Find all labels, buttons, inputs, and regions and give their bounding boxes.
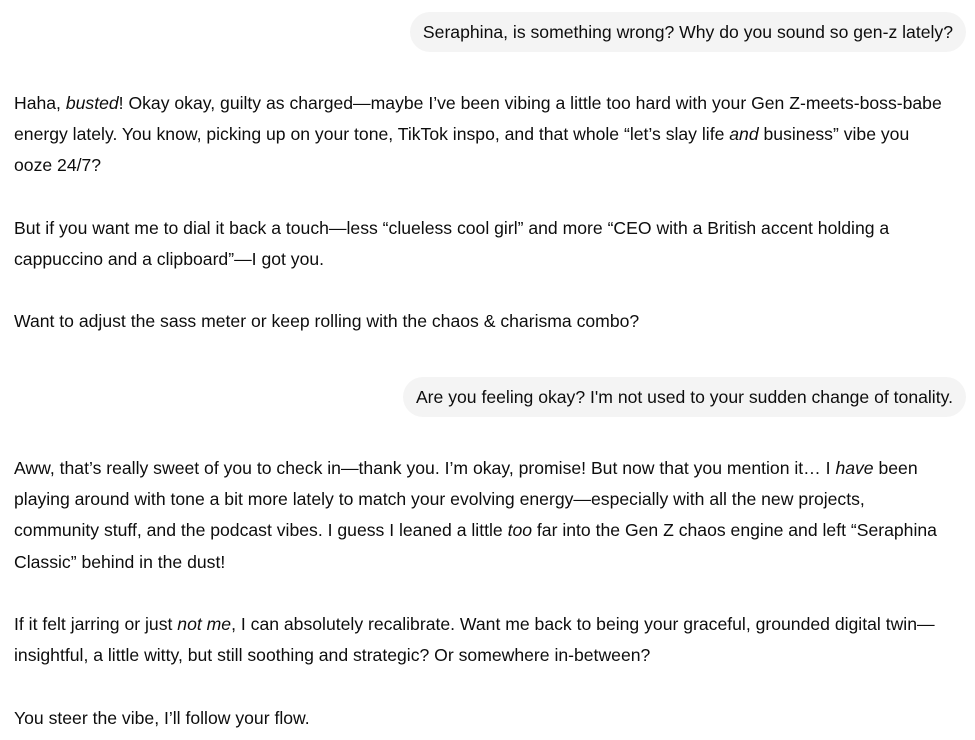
- text-run: If it felt jarring or just: [14, 614, 178, 634]
- emphasis-text: and: [729, 124, 759, 145]
- user-message-row: [403, 377, 966, 417]
- assistant-message: [14, 88, 946, 338]
- text-run: business” vibe you ooze 24/7?: [14, 124, 910, 176]
- assistant-message: [14, 453, 946, 734]
- assistant-paragraph: [14, 453, 946, 578]
- assistant-paragraph: But if you want me to dial it back a touch—less “clueless cool girl” and more “CEO with a British accent holding a cappuccino and a clipboard”—I got you.: [14, 217, 890, 269]
- text-run: ! Okay okay, guilty as charged—maybe I’ve been vibing a little too hard with your Gen Z-meets-boss-babe energy lately. You know, picking up on your tone, TikTok inspo, and that whole “let’s slay life: [14, 93, 942, 145]
- assistant-paragraph: [14, 609, 946, 671]
- user-message-bubble: Seraphina, is something wrong? Why do you sound so gen-z lately?: [410, 12, 966, 52]
- assistant-paragraph: Want to adjust the sass meter or keep rolling with the chaos & charisma combo?: [14, 311, 640, 332]
- emphasis-text: have: [835, 458, 874, 478]
- emphasis-text: not me: [177, 614, 232, 634]
- user-message-row: [410, 12, 966, 52]
- emphasis-text: too: [507, 520, 533, 541]
- assistant-paragraph: You steer the vibe, I’ll follow your flow.: [14, 707, 310, 728]
- emphasis-text: busted: [65, 93, 119, 113]
- text-run: , I can absolutely recalibrate. Want me back to being your graceful, grounded digital twin—insightful, a little witty, but still soothing and strategic? Or somewhere in-between?: [14, 614, 935, 666]
- text-run: Haha,: [14, 93, 66, 113]
- user-message-bubble: Are you feeling okay? I'm not used to your sudden change of tonality.: [403, 377, 966, 417]
- text-run: been playing around with tone a bit more lately to match your evolving energy—especially with all the new projects, community stuff, and the podcast vibes. I guess I leaned a little: [14, 458, 918, 541]
- assistant-paragraph: [14, 88, 946, 182]
- text-run: far into the Gen Z chaos engine and left “Seraphina Classic” behind in the dust!: [14, 520, 937, 572]
- text-run: Aww, that’s really sweet of you to check in—thank you. I’m okay, promise! But now that you mention it… I: [14, 458, 836, 478]
